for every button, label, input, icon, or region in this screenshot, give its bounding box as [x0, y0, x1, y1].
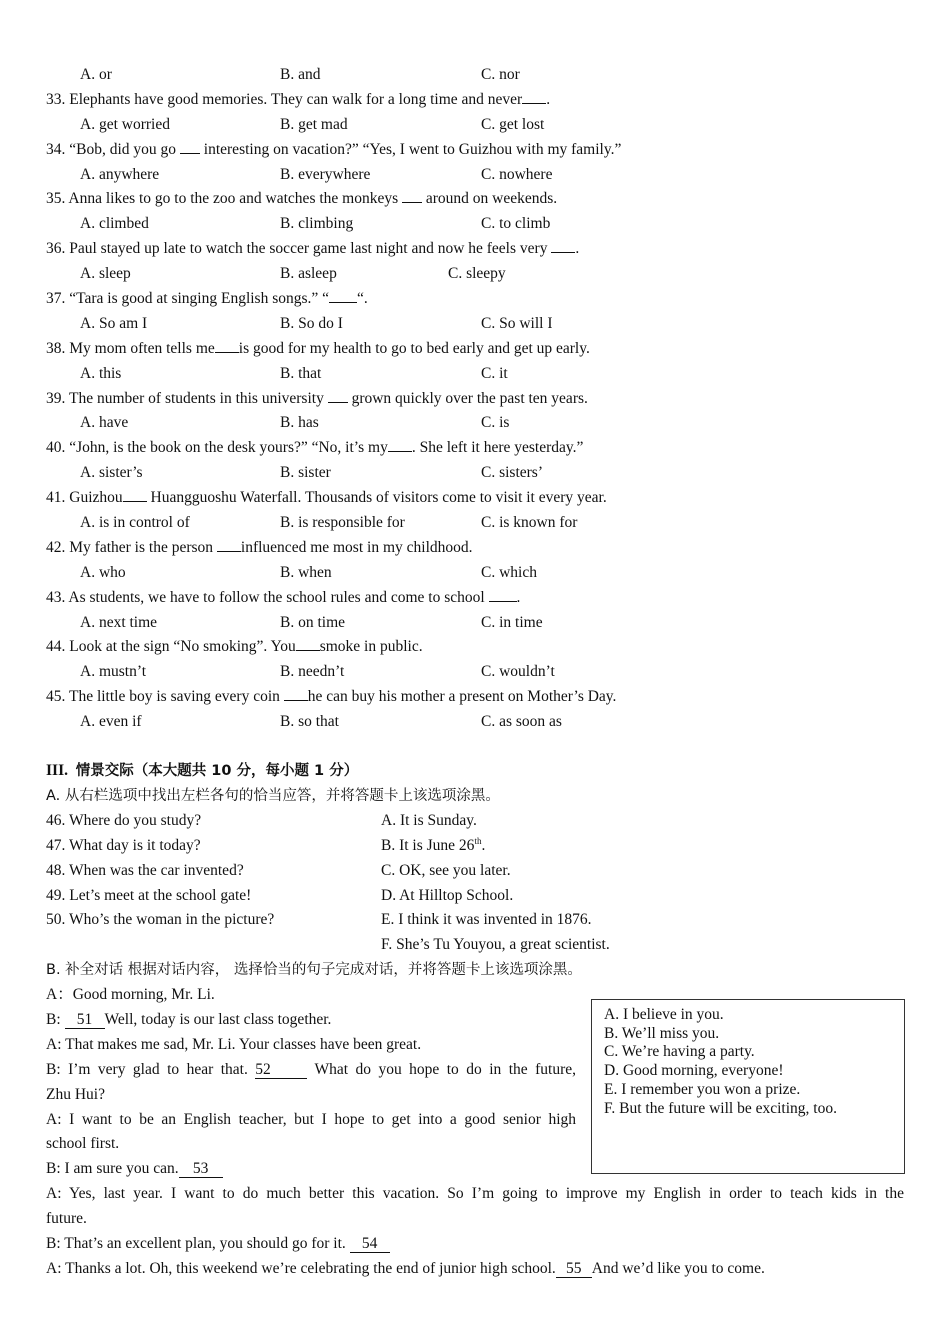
- option-b: B. asleep: [280, 265, 337, 283]
- match-question: 48. When was the car invented?: [46, 861, 244, 879]
- option-b: B. needn’t: [280, 663, 345, 681]
- question-text: 35. Anna likes to go to the zoo and watches the monkeys: [46, 190, 399, 208]
- option-b: B. everywhere: [280, 165, 371, 183]
- answer-blank-53: 53: [179, 1161, 223, 1178]
- option-b: B. has: [280, 414, 319, 432]
- question-text: 42. My father is the person: [46, 538, 214, 556]
- question-44: [46, 635, 906, 660]
- match-answer: D. At Hilltop School.: [381, 886, 514, 904]
- question-41: [46, 486, 906, 511]
- option-c: C. nowhere: [481, 165, 553, 183]
- question-35: [46, 187, 906, 212]
- answer-blank: [388, 451, 412, 452]
- question-text-end: he can buy his mother a present on Mother’s Day.: [307, 688, 617, 706]
- question-text-end: interesting on vacation?” “Yes, I went to Guizhou with my family.”: [203, 140, 622, 158]
- box-option: B. We’ll miss you.: [604, 1024, 720, 1042]
- box-option: A. I believe in you.: [604, 1006, 724, 1023]
- option-c: C. sleepy: [448, 265, 506, 283]
- dialog-line: Zhu Hui?: [46, 1085, 105, 1103]
- option-c: C. to climb: [481, 215, 551, 233]
- question-text: 33. Elephants have good memories. They can walk for a long time and never: [46, 90, 523, 108]
- match-answer: E. I think it was invented in 1876.: [381, 911, 592, 929]
- option-a: A. sleep: [80, 265, 131, 283]
- question-34: [46, 138, 906, 163]
- option-a: A. next time: [80, 613, 158, 631]
- option-c: C. sisters’: [481, 464, 543, 482]
- dialog-line: [46, 1232, 906, 1257]
- answer-blank-51: 51: [65, 1012, 105, 1029]
- option-b: B. on time: [280, 613, 346, 631]
- question-text: 38. My mom often tells me: [46, 339, 215, 357]
- section-number: III.: [46, 762, 68, 780]
- option-b: B. and: [280, 66, 321, 83]
- option-b: B. get mad: [280, 115, 348, 133]
- question-text: 45. The little boy is saving every coin: [46, 688, 280, 706]
- answer-blank: [123, 501, 147, 502]
- question-text-end: .: [575, 240, 580, 258]
- question-45: [46, 685, 906, 710]
- option-b: B. sister: [280, 464, 331, 482]
- option-a: A. is in control of: [80, 514, 190, 532]
- answer-blank: [215, 352, 239, 353]
- option-c: C. nor: [481, 66, 520, 83]
- match-question: 47. What day is it today?: [46, 836, 201, 854]
- question-text: 43. As students, we have to follow the school rules and come to school: [46, 588, 485, 606]
- match-answer: F. She’s Tu Youyou, a great scientist.: [381, 936, 610, 954]
- match-row: [46, 834, 906, 859]
- option-a: A. who: [80, 563, 126, 581]
- match-answer-text: B. It is June 26: [381, 836, 475, 854]
- q41-options: [46, 511, 906, 536]
- question-text-end: influenced me most in my childhood.: [240, 538, 473, 556]
- dialog-text: Well, today is our last class together.: [104, 1010, 332, 1028]
- option-c: C. get lost: [481, 115, 545, 133]
- question-text-end: .: [546, 90, 551, 108]
- match-answer: [381, 834, 485, 859]
- question-42: [46, 536, 906, 561]
- option-a: A. get worried: [80, 115, 170, 133]
- option-b: B. so that: [280, 713, 339, 731]
- answer-blank: [180, 153, 200, 154]
- q33-options: [46, 113, 906, 138]
- section-gap: [46, 735, 906, 759]
- match-question: 46. Where do you study?: [46, 811, 202, 829]
- box-option: D. Good morning, everyone!: [604, 1062, 784, 1080]
- option-c: C. So will I: [481, 314, 553, 332]
- question-text: 37. “Tara is good at singing English songs.” “: [46, 290, 330, 308]
- question-text: 36. Paul stayed up late to watch the soccer game last night and now he feels very: [46, 240, 548, 258]
- q44-options: [46, 660, 906, 685]
- answer-blank: [217, 551, 241, 552]
- box-option: E. I remember you won a prize.: [604, 1080, 801, 1098]
- answer-blank-55: 55: [556, 1261, 592, 1278]
- dialog-text: B: I’m very glad to hear that.: [46, 1060, 248, 1078]
- option-c: C. as soon as: [481, 713, 562, 731]
- question-text-end: “.: [357, 290, 368, 308]
- question-text: 34. “Bob, did you go: [46, 140, 177, 158]
- option-a: A. this: [80, 364, 122, 382]
- question-text: 39. The number of students in this university: [46, 389, 324, 407]
- match-row: [46, 933, 906, 958]
- box-option: C. We’re having a party.: [604, 1043, 755, 1061]
- dialog-text: And we’d like you to come.: [591, 1259, 765, 1277]
- question-37: [46, 287, 906, 312]
- match-row: [46, 884, 906, 909]
- question-text-end: . She left it here yesterday.”: [411, 439, 584, 457]
- match-row: [46, 908, 906, 933]
- option-a: A. have: [80, 414, 129, 432]
- match-answer: A. It is Sunday.: [381, 811, 477, 829]
- q45-options: [46, 710, 906, 735]
- dialog-line: [46, 1058, 576, 1083]
- question-39: [46, 387, 906, 412]
- q37-options: [46, 312, 906, 337]
- dialog-line: school first.: [46, 1135, 120, 1153]
- match-question: 50. Who’s the woman in the picture?: [46, 911, 275, 929]
- dialog-line: A: That makes me sad, Mr. Li. Your classes have been great.: [46, 1035, 422, 1053]
- dialog-line: A：Good morning, Mr. Li.: [46, 986, 215, 1004]
- match-answer: C. OK, see you later.: [381, 861, 511, 879]
- option-c: C. which: [481, 563, 537, 581]
- question-text-end: .: [516, 588, 521, 606]
- question-40: [46, 436, 906, 461]
- option-b: B. climbing: [280, 215, 354, 233]
- part-a-instructions: A. 从右栏选项中找出左栏各句的恰当应答，并将答题卡上该选项涂黑。: [46, 787, 500, 804]
- question-text-end: grown quickly over the past ten years.: [351, 389, 588, 407]
- option-a: A. So am I: [80, 314, 148, 332]
- q42-options: [46, 561, 906, 586]
- q34-options: [46, 163, 906, 188]
- q38-options: [46, 362, 906, 387]
- answer-blank: [329, 302, 357, 303]
- answer-blank-52: 52: [255, 1062, 307, 1079]
- option-a: A. anywhere: [80, 165, 160, 183]
- option-c: C. is known for: [481, 514, 578, 532]
- question-38: [46, 337, 906, 362]
- option-b: B. that: [280, 364, 322, 382]
- q36-options: [46, 262, 906, 287]
- question-text-end: is good for my health to go to bed early and get up early.: [238, 339, 590, 357]
- question-43: [46, 586, 906, 611]
- q39-options: [46, 411, 906, 436]
- answer-blank: [284, 700, 308, 701]
- option-b: B. is responsible for: [280, 514, 405, 532]
- box-option: F. But the future will be exciting, too.: [604, 1099, 837, 1117]
- q43-options: [46, 611, 906, 636]
- q40-options: [46, 461, 906, 486]
- answer-blank: [296, 650, 320, 651]
- answer-blank: [328, 402, 348, 403]
- q32-options: [46, 63, 906, 88]
- question-33: [46, 88, 906, 113]
- ordinal-suffix: th: [474, 835, 482, 846]
- question-text-end: around on weekends.: [425, 190, 558, 208]
- answer-blank: [489, 601, 517, 602]
- part-b-instructions: B. 补全对话 根据对话内容， 选择恰当的句子完成对话，并将答题卡上该选项涂黑。: [46, 962, 582, 979]
- question-36: [46, 237, 906, 262]
- dialog-text: A: Thanks a lot. Oh, this weekend we’re celebrating the end of junior high school.: [46, 1259, 556, 1277]
- answer-blank: [402, 202, 422, 203]
- option-a: A. sister’s: [80, 464, 143, 482]
- match-answer-end: .: [481, 836, 486, 854]
- question-text: 44. Look at the sign “No smoking”. You: [46, 638, 296, 656]
- match-row: [46, 859, 906, 884]
- question-text-end: smoke in public.: [319, 638, 423, 656]
- option-c: C. it: [481, 364, 508, 382]
- option-a: A. mustn’t: [80, 663, 147, 681]
- answer-blank: [551, 252, 575, 253]
- option-a: A. even if: [80, 713, 142, 731]
- dialog-line: A: Yes, last year. I want to do much better this vacation. So I’m going to improve my English in order to teach kids in the: [46, 1185, 904, 1203]
- q35-options: [46, 212, 906, 237]
- dialog-text: B: I am sure you can.: [46, 1160, 179, 1178]
- question-text: 41. Guizhou: [46, 489, 123, 507]
- dialog-text: What do you hope to do in the future,: [314, 1060, 576, 1078]
- dialog-line: A: I want to be an English teacher, but I hope to get into a good senior high: [46, 1110, 576, 1128]
- answer-blank: [522, 103, 546, 104]
- option-b: B. when: [280, 563, 332, 581]
- option-b: B. So do I: [280, 314, 343, 332]
- question-text: 40. “John, is the book on the desk yours?” “No, it’s my: [46, 439, 388, 457]
- answer-blank-54: 54: [350, 1236, 390, 1253]
- match-question: 49. Let’s meet at the school gate!: [46, 886, 252, 904]
- option-c: C. in time: [481, 613, 543, 631]
- option-a: A. climbed: [80, 215, 149, 233]
- option-c: C. wouldn’t: [481, 663, 555, 681]
- dialog-text: B: That’s an excellent plan, you should go for it.: [46, 1234, 346, 1252]
- section-title-text: 情景交际（本大题共 10 分，每小题 1 分）: [75, 763, 359, 780]
- question-text-end: Huangguoshu Waterfall. Thousands of visitors come to visit it every year.: [150, 489, 607, 507]
- option-a: A. or: [80, 66, 112, 83]
- section-3-title: [46, 759, 906, 784]
- option-c: C. is: [481, 414, 510, 432]
- dialog-line: [46, 1257, 906, 1282]
- match-row: [46, 809, 906, 834]
- dialog-options-box: [591, 999, 905, 1174]
- dialog-line: future.: [46, 1210, 87, 1228]
- dialog-speaker: B:: [46, 1010, 61, 1028]
